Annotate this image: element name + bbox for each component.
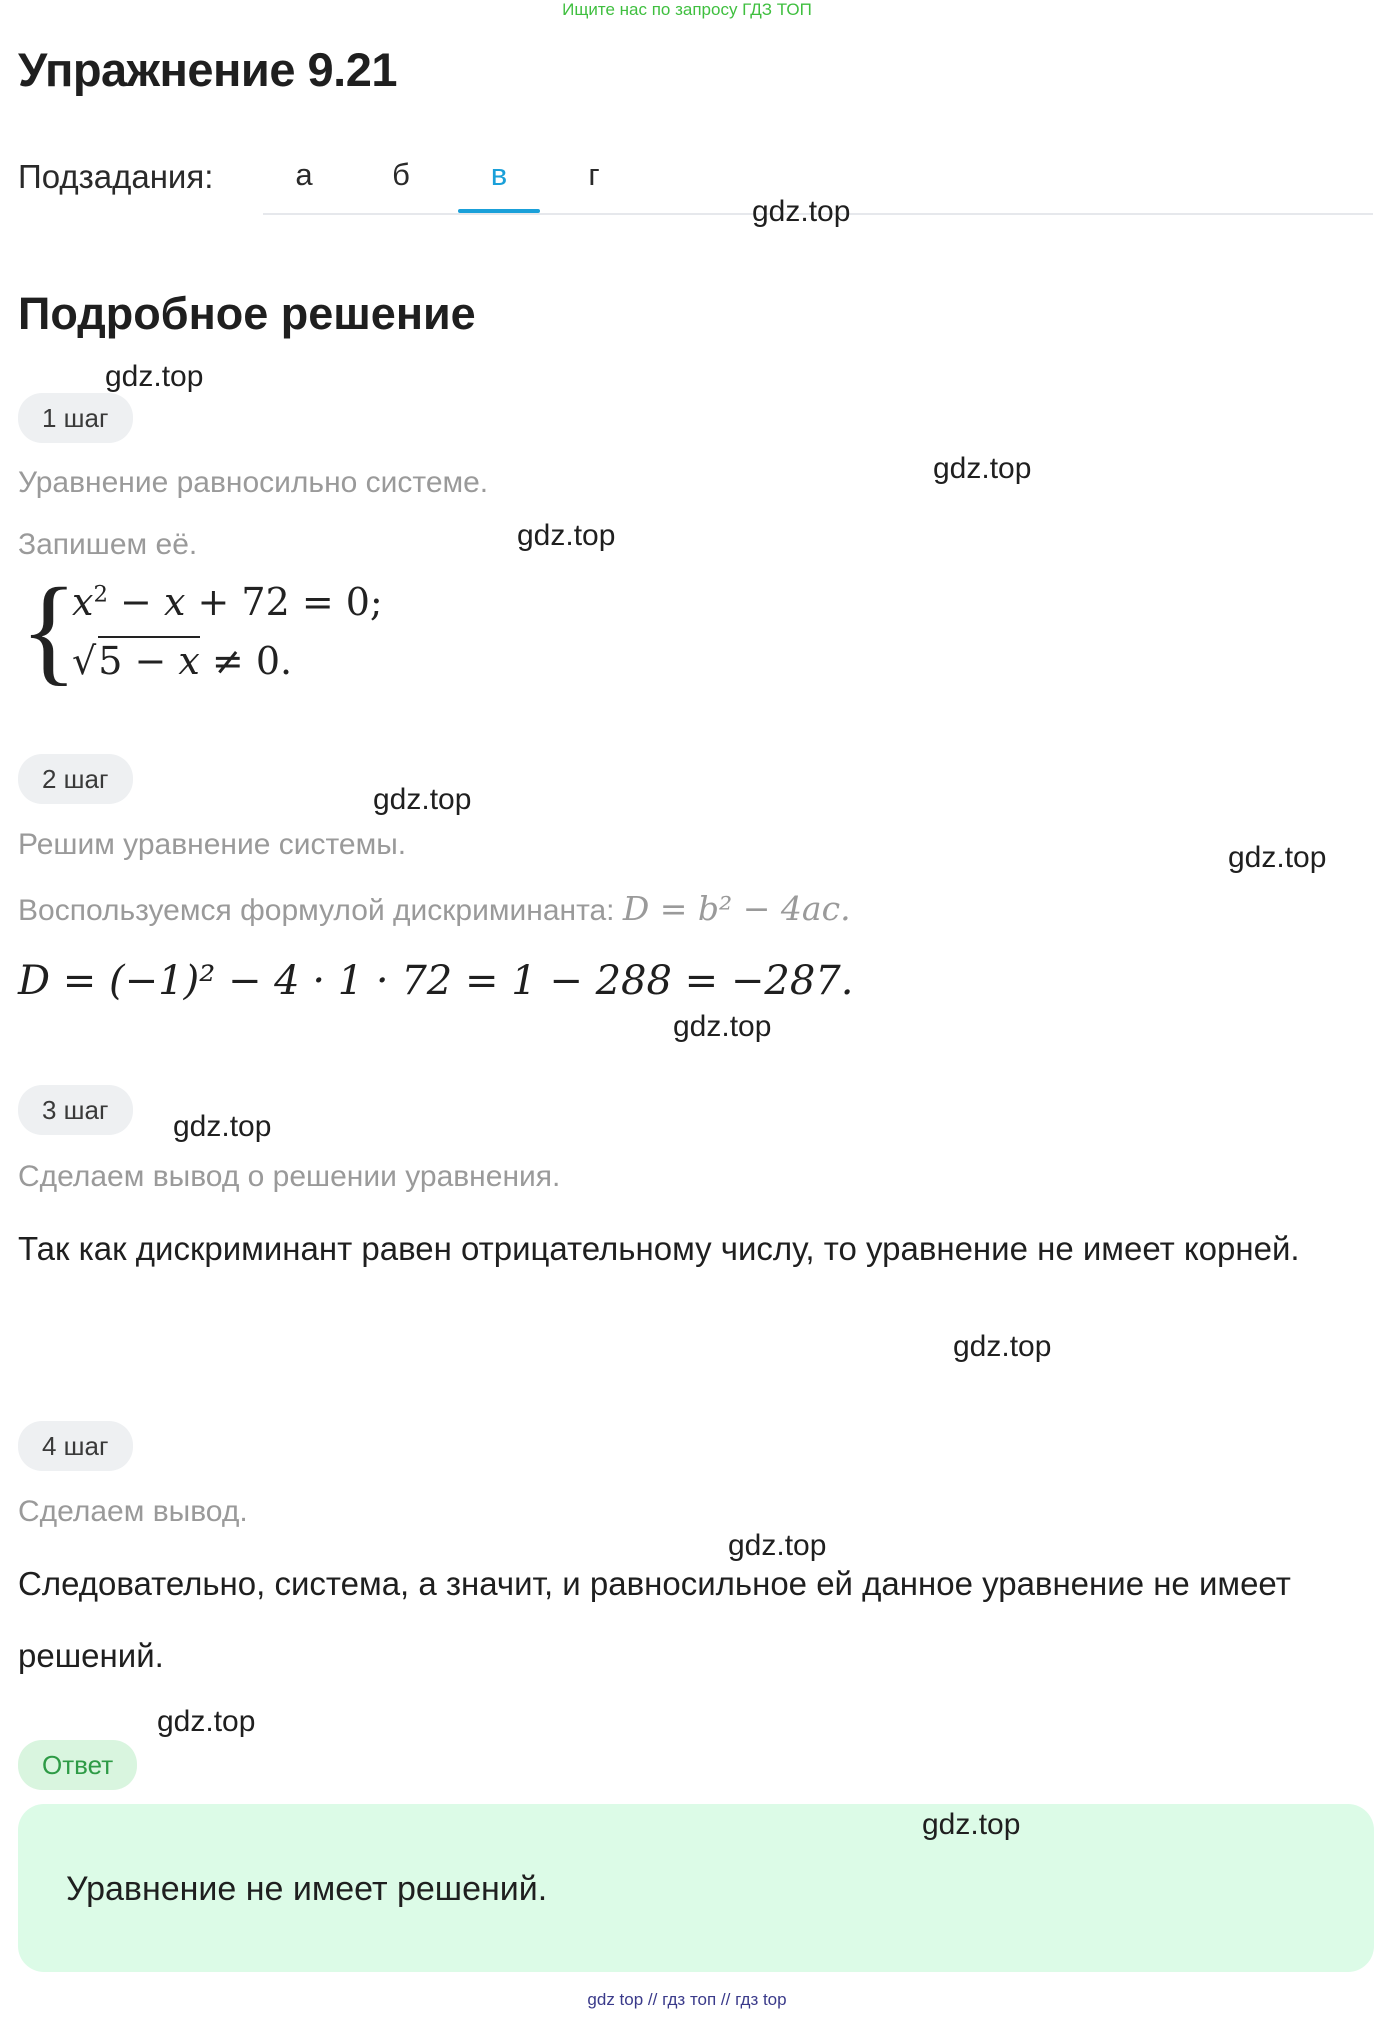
step-1-badge: 1 шаг <box>18 393 133 443</box>
watermark: gdz.top <box>1228 841 1327 874</box>
step-2-badge: 2 шаг <box>18 754 133 804</box>
step-2-line-2-text: Воспользуемся формулой дискриминанта: <box>18 894 615 927</box>
step-4-badge: 4 шаг <box>18 1421 133 1471</box>
watermark: gdz.top <box>673 1010 772 1043</box>
tab-b[interactable]: б <box>392 157 410 192</box>
step-3-badge: 3 шаг <box>18 1085 133 1135</box>
watermark: gdz.top <box>173 1110 272 1143</box>
tab-v[interactable]: в <box>490 157 508 192</box>
tab-g[interactable]: г <box>588 157 600 192</box>
watermark: gdz.top <box>953 1330 1052 1363</box>
watermark: gdz.top <box>373 783 472 816</box>
watermark: gdz.top <box>752 195 851 228</box>
footer: gdz top // гдз топ // гдз top <box>587 1990 787 2009</box>
top-banner: Ищите нас по запросу ГДЗ ТОП <box>562 0 812 19</box>
system-equation-2: √5 − x ≠ 0. <box>72 636 292 683</box>
watermark: gdz.top <box>922 1808 1021 1841</box>
step-1-line-1: Уравнение равносильно системе. <box>18 466 489 499</box>
watermark: gdz.top <box>157 1705 256 1738</box>
active-tab-indicator <box>458 209 540 213</box>
step-2-line-1: Решим уравнение системы. <box>18 828 407 861</box>
step-3-conclusion: Так как дискриминант равен отрицательному числу, то уравнение не имеет корней. <box>18 1230 1300 1267</box>
tab-a[interactable]: а <box>295 157 313 192</box>
step-2-line-2 <box>18 889 851 928</box>
watermark: gdz.top <box>517 519 616 552</box>
watermark: gdz.top <box>728 1529 827 1562</box>
watermark: gdz.top <box>933 452 1032 485</box>
discriminant-formula: D = b² − 4ac. <box>622 889 851 928</box>
section-title: Подробное решение <box>18 288 476 339</box>
step-4-line-1: Сделаем вывод. <box>18 1495 248 1528</box>
answer-text: Уравнение не имеет решений. <box>66 1870 548 1908</box>
system-equation-1: $x^2 - x + 72 = 0$; <box>72 580 383 624</box>
watermark: gdz.top <box>105 360 204 393</box>
discriminant-calculation: D = (−1)² − 4 · 1 · 72 = 1 − 288 = −287. <box>18 958 854 1004</box>
subtasks-label: Подзадания: <box>18 158 214 195</box>
page-title: Упражнение 9.21 <box>18 43 397 96</box>
step-4-conclusion: Следовательно, система, а значит, и равносильное ей данное уравнение не имеет решений. <box>18 1565 1291 1674</box>
system-brace: { <box>20 563 78 696</box>
answer-badge: Ответ <box>18 1740 137 1790</box>
step-1-line-2: Запишем её. <box>18 528 198 561</box>
step-3-line-1: Сделаем вывод о решении уравнения. <box>18 1160 561 1193</box>
